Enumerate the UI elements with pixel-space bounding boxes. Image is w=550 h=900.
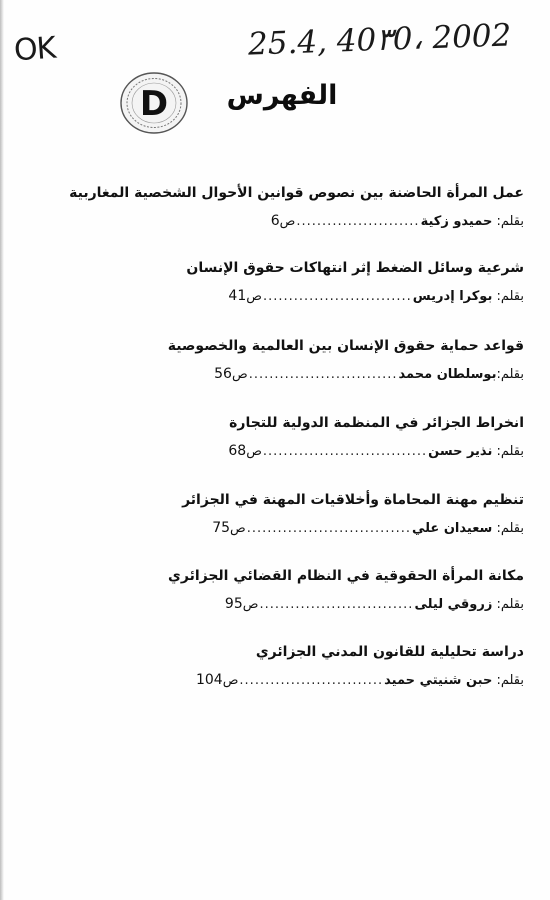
leader-dots: ............................ [239, 673, 384, 688]
leader-dots: ................................ [246, 521, 411, 536]
entry-author-line [54, 364, 524, 385]
entry-author-line [54, 518, 524, 539]
entry-title: دراسة تحليلية للقانون المدني الجزائري [255, 644, 524, 660]
handwritten-reference-number: 25.4, 40٣0، 2002 [247, 17, 512, 63]
entry-title: مكانة المرأة الحقوقية في النظام القضائي الجزائري [168, 568, 524, 584]
entry-title: قواعد حماية حقوق الإنسان بين العالمية والخصوصية [167, 338, 524, 354]
entry-author: بقلم: حبن شنيتي حميد [384, 673, 524, 688]
entry-author: بقلم: زروقي ليلى [414, 597, 524, 612]
toc-entry[interactable] [54, 336, 524, 385]
entry-page-ref: ص6 [270, 213, 296, 229]
scan-edge-shadow [0, 0, 4, 900]
toc-entry[interactable] [54, 258, 524, 307]
toc-entry[interactable] [54, 566, 524, 615]
entry-title: انخراط الجزائر في المنظمة الدولية للتجارة [229, 415, 524, 431]
handwritten-ok-mark: OK [12, 30, 57, 69]
leader-dots: ................................ [262, 444, 428, 459]
leader-dots: ............................. [262, 289, 412, 304]
toc-entry[interactable] [54, 490, 524, 539]
entry-author: بقلم:بوسلطان محمد [398, 367, 524, 382]
entry-author-line [54, 670, 524, 691]
leader-dots: ........................ [296, 214, 420, 229]
entry-author: بقلم: سعيدان علي [411, 521, 524, 536]
entry-author: بقلم: حميدو زكية [420, 214, 524, 229]
entry-author: بقلم: بوكرا إدريس [412, 289, 524, 304]
entry-page-ref: ص56 [214, 366, 248, 382]
leader-dots: .............................. [259, 597, 414, 612]
entry-author-line [54, 441, 524, 462]
entry-title: تنظيم مهنة المحاماة وأخلاقيات المهنة في الجزائر [182, 492, 524, 508]
entry-page-ref: ص41 [228, 288, 262, 304]
entry-page-ref: ص68 [228, 443, 262, 459]
page-title: الفهرس [226, 80, 338, 111]
entry-page-ref: ص104 [195, 672, 239, 688]
entry-page-ref: ص95 [224, 596, 259, 612]
entry-author-line [54, 211, 524, 232]
entry-author-line [54, 594, 524, 615]
entry-title: شرعية وسائل الضغط إثر انتهاكات حقوق الإنسان [186, 260, 524, 276]
toc-entry[interactable] [54, 183, 524, 232]
entry-title: عمل المرأة الحاضنة بين نصوص قوانين الأحوال الشخصية المغاربية [69, 185, 524, 201]
toc-entry[interactable] [54, 642, 524, 691]
leader-dots: ............................. [248, 367, 398, 382]
entry-author-line [54, 286, 524, 307]
entry-author: بقلم: نذير حسن [428, 444, 524, 459]
stamp-letter: D [139, 84, 169, 124]
toc-entry[interactable] [54, 413, 524, 462]
library-stamp [118, 70, 190, 136]
entry-page-ref: ص75 [212, 520, 246, 536]
